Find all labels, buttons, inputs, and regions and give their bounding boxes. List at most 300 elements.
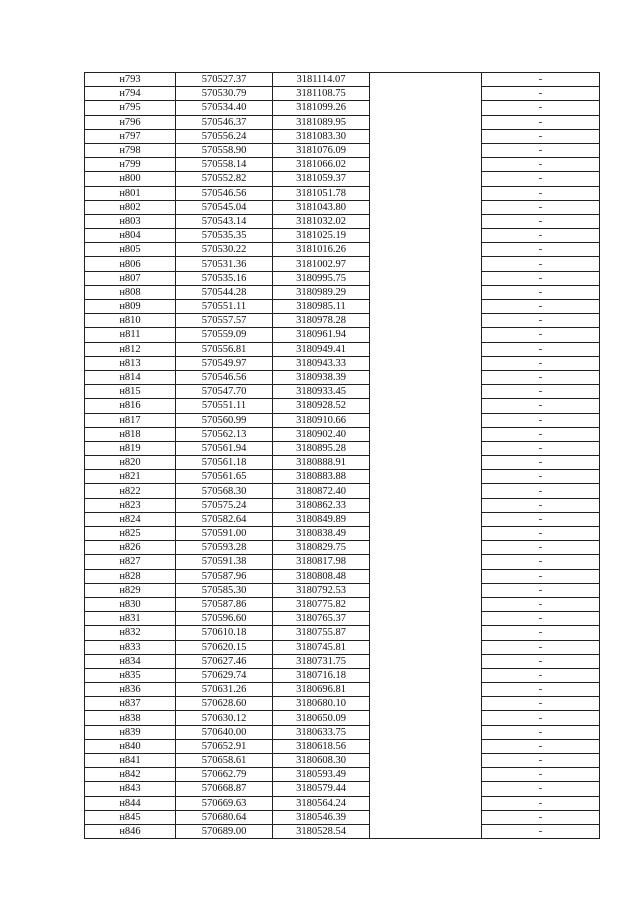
empty-cell [370,555,482,569]
x-coordinate-cell: 570627.46 [176,654,273,668]
table-row [85,101,600,115]
dash-mark-cell: - [482,73,600,87]
table-row [85,200,600,214]
x-coordinate-cell: 570552.82 [176,172,273,186]
x-coordinate-cell: 570560.99 [176,413,273,427]
y-coordinate-cell: 3180829.75 [273,541,370,555]
y-coordinate-cell: 3180862.33 [273,498,370,512]
empty-cell [370,470,482,484]
y-coordinate-cell: 3180775.82 [273,597,370,611]
x-coordinate-cell: 570535.35 [176,229,273,243]
x-coordinate-cell: 570534.40 [176,101,273,115]
coordinates-table [84,72,600,839]
table-row [85,385,600,399]
x-coordinate-cell: 570527.37 [176,73,273,87]
table-row [85,271,600,285]
point-name-cell: н845 [85,810,176,824]
dash-mark-cell: - [482,129,600,143]
dash-mark-cell: - [482,385,600,399]
x-coordinate-cell: 570559.09 [176,328,273,342]
empty-cell [370,796,482,810]
x-coordinate-cell: 570558.14 [176,158,273,172]
dash-mark-cell: - [482,569,600,583]
empty-cell [370,498,482,512]
dash-mark-cell: - [482,413,600,427]
table-row [85,356,600,370]
table-row [85,725,600,739]
x-coordinate-cell: 570546.37 [176,115,273,129]
empty-cell [370,668,482,682]
x-coordinate-cell: 570669.63 [176,796,273,810]
dash-mark-cell: - [482,342,600,356]
y-coordinate-cell: 3180849.89 [273,512,370,526]
table-row [85,399,600,413]
empty-cell [370,413,482,427]
y-coordinate-cell: 3180650.09 [273,711,370,725]
x-coordinate-cell: 570568.30 [176,484,273,498]
dash-mark-cell: - [482,796,600,810]
x-coordinate-cell: 570544.28 [176,285,273,299]
y-coordinate-cell: 3181083.30 [273,129,370,143]
point-name-cell: н827 [85,555,176,569]
table-row [85,129,600,143]
empty-cell [370,683,482,697]
table-row [85,413,600,427]
empty-cell [370,356,482,370]
table-row [85,186,600,200]
dash-mark-cell: - [482,328,600,342]
empty-cell [370,512,482,526]
dash-mark-cell: - [482,101,600,115]
x-coordinate-cell: 570593.28 [176,541,273,555]
table-row [85,569,600,583]
table-row [85,612,600,626]
point-name-cell: н825 [85,527,176,541]
x-coordinate-cell: 570561.18 [176,456,273,470]
x-coordinate-cell: 570689.00 [176,824,273,838]
y-coordinate-cell: 3180995.75 [273,271,370,285]
x-coordinate-cell: 570630.12 [176,711,273,725]
dash-mark-cell: - [482,158,600,172]
x-coordinate-cell: 570530.79 [176,87,273,101]
point-name-cell: н814 [85,370,176,384]
empty-cell [370,810,482,824]
point-name-cell: н794 [85,87,176,101]
point-name-cell: н820 [85,456,176,470]
x-coordinate-cell: 570531.36 [176,257,273,271]
empty-cell [370,143,482,157]
empty-cell [370,214,482,228]
empty-cell [370,101,482,115]
dash-mark-cell: - [482,300,600,314]
y-coordinate-cell: 3180618.56 [273,739,370,753]
empty-cell [370,115,482,129]
point-name-cell: н805 [85,243,176,257]
x-coordinate-cell: 570543.14 [176,214,273,228]
point-name-cell: н830 [85,597,176,611]
x-coordinate-cell: 570610.18 [176,626,273,640]
dash-mark-cell: - [482,683,600,697]
x-coordinate-cell: 570535.16 [176,271,273,285]
table-row [85,370,600,384]
y-coordinate-cell: 3180978.28 [273,314,370,328]
empty-cell [370,200,482,214]
y-coordinate-cell: 3180989.29 [273,285,370,299]
point-name-cell: н835 [85,668,176,682]
y-coordinate-cell: 3180696.81 [273,683,370,697]
point-name-cell: н823 [85,498,176,512]
table-row [85,768,600,782]
x-coordinate-cell: 570631.26 [176,683,273,697]
point-name-cell: н796 [85,115,176,129]
dash-mark-cell: - [482,697,600,711]
table-row [85,470,600,484]
empty-cell [370,73,482,87]
table-row [85,285,600,299]
empty-cell [370,172,482,186]
dash-mark-cell: - [482,229,600,243]
y-coordinate-cell: 3181099.26 [273,101,370,115]
y-coordinate-cell: 3180755.87 [273,626,370,640]
dash-mark-cell: - [482,597,600,611]
x-coordinate-cell: 570558.90 [176,143,273,157]
dash-mark-cell: - [482,314,600,328]
point-name-cell: н811 [85,328,176,342]
dash-mark-cell: - [482,754,600,768]
dash-mark-cell: - [482,356,600,370]
x-coordinate-cell: 570591.00 [176,527,273,541]
table-row [85,512,600,526]
empty-cell [370,257,482,271]
table-row [85,739,600,753]
point-name-cell: н824 [85,512,176,526]
empty-cell [370,626,482,640]
point-name-cell: н803 [85,214,176,228]
y-coordinate-cell: 3181066.02 [273,158,370,172]
y-coordinate-cell: 3180938.39 [273,370,370,384]
table-row [85,555,600,569]
point-name-cell: н817 [85,413,176,427]
y-coordinate-cell: 3181108.75 [273,87,370,101]
y-coordinate-cell: 3180680.10 [273,697,370,711]
point-name-cell: н838 [85,711,176,725]
point-name-cell: н833 [85,640,176,654]
table-row [85,314,600,328]
table-row [85,243,600,257]
x-coordinate-cell: 570561.65 [176,470,273,484]
point-name-cell: н810 [85,314,176,328]
y-coordinate-cell: 3180933.45 [273,385,370,399]
point-name-cell: н843 [85,782,176,796]
y-coordinate-cell: 3181051.78 [273,186,370,200]
y-coordinate-cell: 3181059.37 [273,172,370,186]
empty-cell [370,754,482,768]
y-coordinate-cell: 3181114.07 [273,73,370,87]
dash-mark-cell: - [482,172,600,186]
empty-cell [370,768,482,782]
y-coordinate-cell: 3180745.81 [273,640,370,654]
table-row [85,342,600,356]
y-coordinate-cell: 3180593.49 [273,768,370,782]
empty-cell [370,739,482,753]
dash-mark-cell: - [482,484,600,498]
dash-mark-cell: - [482,810,600,824]
dash-mark-cell: - [482,782,600,796]
x-coordinate-cell: 570551.11 [176,399,273,413]
table-row [85,541,600,555]
dash-mark-cell: - [482,200,600,214]
dash-mark-cell: - [482,739,600,753]
x-coordinate-cell: 570562.13 [176,427,273,441]
empty-cell [370,612,482,626]
dash-mark-cell: - [482,654,600,668]
y-coordinate-cell: 3180943.33 [273,356,370,370]
empty-cell [370,484,482,498]
point-name-cell: н818 [85,427,176,441]
point-name-cell: н844 [85,796,176,810]
y-coordinate-cell: 3180949.41 [273,342,370,356]
empty-cell [370,456,482,470]
point-name-cell: н800 [85,172,176,186]
y-coordinate-cell: 3180902.40 [273,427,370,441]
x-coordinate-cell: 570549.97 [176,356,273,370]
point-name-cell: н829 [85,583,176,597]
dash-mark-cell: - [482,640,600,654]
point-name-cell: н834 [85,654,176,668]
empty-cell [370,243,482,257]
x-coordinate-cell: 570547.70 [176,385,273,399]
dash-mark-cell: - [482,824,600,838]
dash-mark-cell: - [482,427,600,441]
point-name-cell: н831 [85,612,176,626]
x-coordinate-cell: 570585.30 [176,583,273,597]
point-name-cell: н815 [85,385,176,399]
y-coordinate-cell: 3180633.75 [273,725,370,739]
empty-cell [370,711,482,725]
table-row [85,456,600,470]
y-coordinate-cell: 3180716.18 [273,668,370,682]
table-row [85,824,600,838]
table-row [85,654,600,668]
table-row [85,73,600,87]
dash-mark-cell: - [482,214,600,228]
table-row [85,583,600,597]
point-name-cell: н809 [85,300,176,314]
dash-mark-cell: - [482,399,600,413]
dash-mark-cell: - [482,541,600,555]
empty-cell [370,370,482,384]
point-name-cell: н836 [85,683,176,697]
empty-cell [370,314,482,328]
table-row [85,626,600,640]
dash-mark-cell: - [482,725,600,739]
empty-cell [370,782,482,796]
dash-mark-cell: - [482,527,600,541]
empty-cell [370,697,482,711]
point-name-cell: н841 [85,754,176,768]
point-name-cell: н819 [85,441,176,455]
dash-mark-cell: - [482,271,600,285]
dash-mark-cell: - [482,243,600,257]
point-name-cell: н808 [85,285,176,299]
dash-mark-cell: - [482,711,600,725]
dash-mark-cell: - [482,285,600,299]
point-name-cell: н801 [85,186,176,200]
table-row [85,711,600,725]
dash-mark-cell: - [482,470,600,484]
dash-mark-cell: - [482,555,600,569]
x-coordinate-cell: 570556.81 [176,342,273,356]
empty-cell [370,640,482,654]
y-coordinate-cell: 3180528.54 [273,824,370,838]
y-coordinate-cell: 3180888.91 [273,456,370,470]
empty-cell [370,271,482,285]
empty-cell [370,285,482,299]
point-name-cell: н837 [85,697,176,711]
dash-mark-cell: - [482,668,600,682]
table-row [85,683,600,697]
point-name-cell: н839 [85,725,176,739]
empty-cell [370,569,482,583]
x-coordinate-cell: 570551.11 [176,300,273,314]
dash-mark-cell: - [482,143,600,157]
x-coordinate-cell: 570546.56 [176,370,273,384]
empty-cell [370,300,482,314]
table-row [85,172,600,186]
x-coordinate-cell: 570662.79 [176,768,273,782]
point-name-cell: н799 [85,158,176,172]
dash-mark-cell: - [482,768,600,782]
empty-cell [370,597,482,611]
table-row [85,158,600,172]
table-row [85,640,600,654]
y-coordinate-cell: 3181002.97 [273,257,370,271]
x-coordinate-cell: 570530.22 [176,243,273,257]
point-name-cell: н821 [85,470,176,484]
empty-cell [370,527,482,541]
y-coordinate-cell: 3181043.80 [273,200,370,214]
dash-mark-cell: - [482,583,600,597]
x-coordinate-cell: 570582.64 [176,512,273,526]
point-name-cell: н832 [85,626,176,640]
y-coordinate-cell: 3180883.88 [273,470,370,484]
dash-mark-cell: - [482,87,600,101]
table-row [85,796,600,810]
point-name-cell: н826 [85,541,176,555]
table-row [85,87,600,101]
table-row [85,754,600,768]
x-coordinate-cell: 570620.15 [176,640,273,654]
y-coordinate-cell: 3180792.53 [273,583,370,597]
table-row [85,697,600,711]
table-row [85,214,600,228]
table-row [85,527,600,541]
x-coordinate-cell: 570591.38 [176,555,273,569]
dash-mark-cell: - [482,257,600,271]
table-row [85,115,600,129]
empty-cell [370,654,482,668]
point-name-cell: н846 [85,824,176,838]
table-row [85,441,600,455]
y-coordinate-cell: 3180808.48 [273,569,370,583]
dash-mark-cell: - [482,456,600,470]
y-coordinate-cell: 3180608.30 [273,754,370,768]
table-row [85,810,600,824]
x-coordinate-cell: 570628.60 [176,697,273,711]
dash-mark-cell: - [482,498,600,512]
point-name-cell: н793 [85,73,176,87]
x-coordinate-cell: 570556.24 [176,129,273,143]
table-row [85,427,600,441]
table-row [85,143,600,157]
empty-cell [370,824,482,838]
point-name-cell: н812 [85,342,176,356]
y-coordinate-cell: 3180731.75 [273,654,370,668]
table-row [85,782,600,796]
x-coordinate-cell: 570546.56 [176,186,273,200]
empty-cell [370,87,482,101]
empty-cell [370,385,482,399]
empty-cell [370,342,482,356]
table-row [85,484,600,498]
y-coordinate-cell: 3180546.39 [273,810,370,824]
x-coordinate-cell: 570545.04 [176,200,273,214]
x-coordinate-cell: 570652.91 [176,739,273,753]
y-coordinate-cell: 3180961.94 [273,328,370,342]
empty-cell [370,541,482,555]
y-coordinate-cell: 3180910.66 [273,413,370,427]
x-coordinate-cell: 570587.86 [176,597,273,611]
y-coordinate-cell: 3180765.37 [273,612,370,626]
y-coordinate-cell: 3180895.28 [273,441,370,455]
empty-cell [370,441,482,455]
point-name-cell: н813 [85,356,176,370]
x-coordinate-cell: 570668.87 [176,782,273,796]
y-coordinate-cell: 3181089.95 [273,115,370,129]
y-coordinate-cell: 3181016.26 [273,243,370,257]
y-coordinate-cell: 3180817.98 [273,555,370,569]
dash-mark-cell: - [482,186,600,200]
y-coordinate-cell: 3180838.49 [273,527,370,541]
point-name-cell: н842 [85,768,176,782]
y-coordinate-cell: 3180579.44 [273,782,370,796]
empty-cell [370,158,482,172]
point-name-cell: н816 [85,399,176,413]
coordinates-table-body [85,73,600,839]
x-coordinate-cell: 570596.60 [176,612,273,626]
x-coordinate-cell: 570680.64 [176,810,273,824]
empty-cell [370,725,482,739]
dash-mark-cell: - [482,441,600,455]
y-coordinate-cell: 3180928.52 [273,399,370,413]
table-row [85,597,600,611]
dash-mark-cell: - [482,512,600,526]
table-row [85,257,600,271]
point-name-cell: н804 [85,229,176,243]
empty-cell [370,229,482,243]
point-name-cell: н802 [85,200,176,214]
x-coordinate-cell: 570658.61 [176,754,273,768]
empty-cell [370,328,482,342]
point-name-cell: н795 [85,101,176,115]
dash-mark-cell: - [482,612,600,626]
empty-cell [370,399,482,413]
y-coordinate-cell: 3180872.40 [273,484,370,498]
table-row [85,668,600,682]
y-coordinate-cell: 3181076.09 [273,143,370,157]
point-name-cell: н797 [85,129,176,143]
point-name-cell: н807 [85,271,176,285]
